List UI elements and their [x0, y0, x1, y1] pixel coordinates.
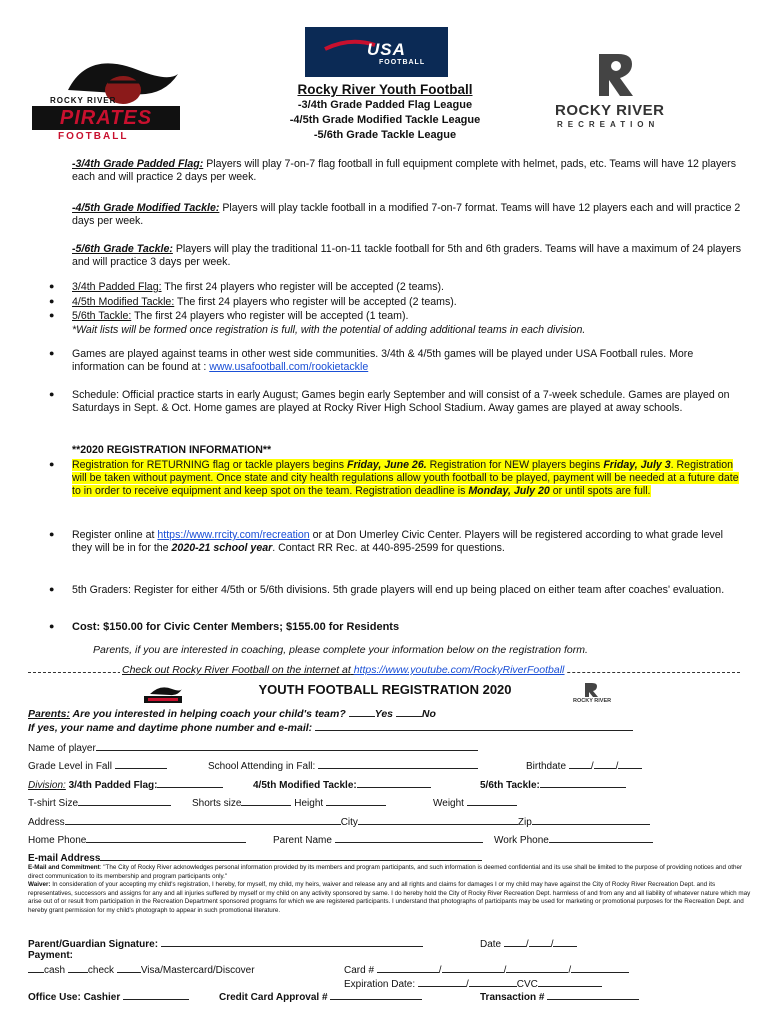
div2-field[interactable] — [357, 778, 431, 788]
usa-football-logo — [305, 27, 448, 77]
registration-info-title: **2020 REGISTRATION INFORMATION** — [72, 444, 272, 456]
home-phone-field[interactable] — [86, 833, 246, 843]
league-line-3: -5/6th Grade Tackle League — [313, 129, 457, 141]
card-type-field[interactable] — [117, 963, 141, 973]
coach-contact-field[interactable] — [315, 721, 633, 731]
bullet-modified-limit: 4/5th Modified Tackle: The first 24 players who register will be accepted (2 teams). — [72, 296, 457, 308]
bullet-icon: ● — [49, 529, 55, 539]
bullet-icon: ● — [49, 310, 55, 320]
division-flag: -3/4th Grade Padded Flag: Players will play 7-on-7 flag football in full equipment complete with helmet, pads, etc. Teams will have 12 players each and will practice 2 days per week. — [72, 158, 736, 183]
expiration-row: Expiration Date: / CVC — [344, 977, 602, 990]
address-field[interactable] — [65, 815, 341, 825]
sig-day-field[interactable] — [529, 937, 551, 947]
sig-year-field[interactable] — [553, 937, 577, 947]
birth-day-field[interactable] — [594, 759, 616, 769]
card-part4-field[interactable] — [571, 963, 629, 973]
signature-field[interactable] — [161, 937, 423, 947]
bullet-flag-limit: 3/4th Padded Flag: The first 24 players who register will be accepted (2 teams). — [72, 281, 444, 293]
school-field[interactable] — [318, 759, 478, 769]
rec-logo-line1: ROCKY RIVER — [555, 102, 665, 119]
payment-row: cash check Visa/Mastercard/Discover Card # / / / — [28, 963, 748, 976]
usa-logo-subtext: FOOTBALL — [379, 59, 426, 66]
bullet-icon: ● — [49, 281, 55, 291]
zip-field[interactable] — [532, 815, 650, 825]
work-phone-field[interactable] — [549, 833, 653, 843]
division-tackle: -5/6th Grade Tackle: Players will play the traditional 11-on-11 tackle football for 5th and 6th graders. Teams will have a maximum of 24 players and will practice 3 days per week. — [72, 243, 742, 268]
div1-field[interactable] — [157, 778, 223, 788]
payment-label: Payment: — [28, 950, 74, 961]
form-rec-logo-text: ROCKY RIVER — [573, 698, 612, 704]
fifth-graders-note: 5th Graders: Register for either 4/5th or 5/6th divisions. 5th grade players will end up being placed on either team after coaches' evaluation. — [72, 584, 725, 596]
parent-name-field[interactable] — [335, 833, 483, 843]
transaction-field[interactable] — [547, 990, 639, 1000]
bullet-icon: ● — [49, 459, 55, 469]
recreation-r-icon — [583, 682, 603, 698]
youtube-note: Check out Rocky River Football on the internet at https://www.youtube.com/RockyRiverFootball — [122, 664, 565, 676]
size-row: T-shirt Size Shorts size Height Weight — [28, 796, 748, 809]
birth-year-field[interactable] — [618, 759, 642, 769]
div3-field[interactable] — [540, 778, 626, 788]
waiver-text: Waiver: In consideration of your accepting my child's registration, I hereby, for myself, my child, my heirs, waiver and release any and all rights and claims for damages I or my child may have against the City of Rocky River Recreation Dept. and its representatives, successors and assigns for any and all injuries suffered by myself or my child on any activity sponsored by same. I do hereby hold the City of Rocky River Recreation Dept. harmless of and from any and all liability of whatever nature which may arise out of or result from participation in the Recreation Department sponsored programs for which we are registered participants. I understand that photographs of participants may be used for marketing or promotional purposes for the Recreation Dept. and hereby grant permission for my child's photograph to appear in such promotional literature. — [28, 881, 751, 914]
player-name-row: Name of player — [28, 741, 478, 754]
phone-row: Home Phone Parent Name Work Phone — [28, 833, 748, 846]
email-field[interactable] — [100, 851, 482, 861]
card-part2-field[interactable] — [442, 963, 504, 973]
bullet-icon: ● — [49, 296, 55, 306]
usafootball-link[interactable]: www.usafootball.com/rookietackle — [209, 361, 369, 373]
cc-approval-field[interactable] — [330, 990, 422, 1000]
register-online: Register online at https://www.rrcity.com/recreation or at Don Umerley Civic Center. Players will be registered according to what grade level they will be in for the 2020-21 school year. Contact RR Rec. at 440-895-2599 for questions. — [72, 529, 724, 554]
no-field[interactable] — [396, 707, 422, 717]
signature-row: Parent/Guardian Signature: Date / / — [28, 937, 748, 950]
rec-logo-line2: RECREATION — [557, 120, 660, 129]
height-field[interactable] — [326, 796, 386, 806]
grade-row: Grade Level in Fall School Attending in Fall: Birthdate / / — [28, 759, 748, 772]
city-field[interactable] — [358, 815, 518, 825]
schedule-info: Schedule: Official practice starts in early August; Games begin early September and will consist of a 7-week schedule. Games are played on Saturdays in Sept. & Oct. Home games are played at Rocky River High School Stadium. Away games are played at away schools. — [72, 389, 730, 414]
league-line-1: -3/4th Grade Padded Flag League — [297, 99, 473, 111]
yes-field[interactable] — [349, 707, 375, 717]
registration-dates: Registration for RETURNING flag or tackle players begins Friday, June 26. Registration for NEW players begins Friday, July 3. Registration will be taken without payment. Once state and city health regulations allow youth football to be played, payment will be needed at a future date to in order to receive equipment and keep spot on the team. Registration deadline is Monday, July 20 or until spots are full. — [72, 459, 739, 497]
pirates-logo-bottom: FOOTBALL — [58, 131, 129, 142]
commitment-text: E-Mail and Commitment: "The City of Rocky River acknowledges personal information provided by its members and program participants, and such information is deemed confidential and its use shall be limited to the purpose of providing notices and other direct communication to its membership and program participants only." — [28, 864, 743, 880]
shorts-field[interactable] — [241, 796, 291, 806]
address-row: Address City Zip — [28, 815, 748, 828]
grade-field[interactable] — [115, 759, 167, 769]
sig-month-field[interactable] — [504, 937, 526, 947]
card-part3-field[interactable] — [506, 963, 568, 973]
form-rec-logo — [573, 682, 613, 708]
cash-field[interactable] — [28, 963, 44, 973]
division-modified: -4/5th Grade Modified Tackle: Players will play tackle football in a modified 7-on-7 format. Teams will have 12 players each and will practice 2 days per week. — [72, 202, 741, 227]
league-line-2: -4/5th Grade Modified Tackle League — [289, 114, 481, 126]
division-row: Division: 3/4th Padded Flag: 4/5th Modified Tackle: 5/6th Tackle: — [28, 778, 748, 791]
bullet-icon: ● — [49, 389, 55, 399]
weight-field[interactable] — [467, 796, 517, 806]
waitlist-note: *Wait lists will be formed once registration is full, with the potential of adding additional teams in each division. — [72, 324, 586, 336]
player-name-field[interactable] — [96, 741, 478, 751]
youtube-link[interactable]: https://www.youtube.com/RockyRiverFootball — [353, 664, 565, 676]
page-title: Rocky River Youth Football — [297, 82, 473, 97]
bullet-tackle-limit: 5/6th Tackle: The first 24 players who register will be accepted (1 team). — [72, 310, 409, 322]
check-field[interactable] — [68, 963, 88, 973]
pirates-logo-main: PIRATES — [32, 106, 180, 130]
cashier-field[interactable] — [123, 990, 189, 1000]
birth-month-field[interactable] — [569, 759, 591, 769]
parents-coaching-note: Parents, if you are interested in coaching, please complete your information below on the registration form. — [93, 644, 588, 656]
office-row: Office Use: Cashier Credit Card Approval # Transaction # — [28, 990, 748, 1003]
cvc-field[interactable] — [538, 977, 602, 987]
exp-month-field[interactable] — [418, 977, 466, 987]
pirates-logo-top: ROCKY RIVER — [50, 96, 117, 105]
bullet-icon: ● — [49, 621, 55, 631]
card-part1-field[interactable] — [377, 963, 439, 973]
email-row: E-mail Address — [28, 851, 482, 864]
coach-contact: If yes, your name and daytime phone number and e-mail: — [28, 721, 633, 734]
exp-year-field[interactable] — [469, 977, 517, 987]
tshirt-field[interactable] — [78, 796, 171, 806]
games-info: Games are played against teams in other west side communities. 3/4th & 4/5th games will be played under USA Football rules. More information can be found at : www.usafootball.com/rookietackle — [72, 348, 694, 373]
bullet-icon: ● — [49, 348, 55, 358]
form-title: YOUTH FOOTBALL REGISTRATION 2020 — [258, 682, 512, 697]
usa-logo-text: USA — [367, 40, 406, 59]
cost-info: Cost: $150.00 for Civic Center Members; $155.00 for Residents — [72, 621, 400, 633]
rrcity-link[interactable]: https://www.rrcity.com/recreation — [157, 529, 310, 541]
coach-question: Parents: Are you interested in helping coach your child's team? Yes No — [28, 708, 436, 720]
bullet-icon: ● — [49, 584, 55, 594]
